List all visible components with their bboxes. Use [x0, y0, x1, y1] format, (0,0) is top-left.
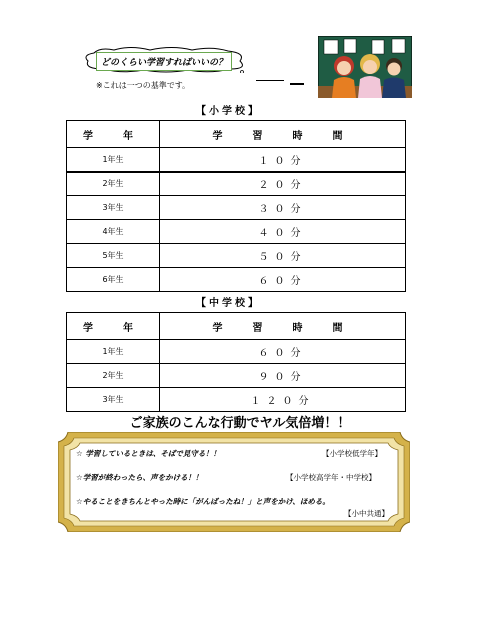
grade-cell: 3年生 [67, 196, 160, 220]
time-cell: １０分 [160, 148, 406, 172]
students-illustration [318, 36, 412, 98]
elementary-heading: 【小学校】 [196, 106, 261, 117]
junior-heading: 【中学校】 [196, 298, 261, 309]
divider [290, 83, 304, 85]
bubble-question: どのくらい学習すればいいの？ [96, 52, 232, 71]
table-row [67, 364, 406, 388]
tip-text: ☆学習が終わったら、声をかける！！ [76, 473, 203, 482]
time-cell: ６０分 [160, 268, 406, 292]
table-header-row [67, 121, 406, 148]
grade-cell: 1年生 [67, 148, 160, 172]
time-cell: １２０分 [160, 388, 406, 412]
table-row [67, 340, 406, 364]
time-cell: ２０分 [160, 172, 406, 196]
grade-column-header: 学 年 [67, 313, 160, 340]
grade-cell: 2年生 [67, 364, 160, 388]
tip-tag: 【小学校低学年】 [322, 449, 382, 458]
tip-text: ☆ 学習しているときは、そばで見守る！！ [76, 449, 221, 458]
table-header-row [67, 313, 406, 340]
grade-cell: 2年生 [67, 172, 160, 196]
table-row [67, 196, 406, 220]
table-row [67, 244, 406, 268]
grade-cell: 1年生 [67, 340, 160, 364]
grade-column-header: 学 年 [67, 121, 160, 148]
table-row [67, 172, 406, 196]
time-cell: ９０分 [160, 364, 406, 388]
elementary-table [66, 120, 406, 292]
grade-cell: 3年生 [67, 388, 160, 412]
time-cell: ５０分 [160, 244, 406, 268]
table-row [67, 388, 406, 412]
time-column-header: 学 習 時 間 [160, 121, 406, 148]
time-cell: ３０分 [160, 196, 406, 220]
tip-text: ☆やることをきちんとやった時に「がんばったね！」と声をかけ、ほめる。 [76, 497, 330, 506]
grade-cell: 6年生 [67, 268, 160, 292]
time-cell: ６０分 [160, 340, 406, 364]
note-text: ※これは一つの基準です。 [96, 81, 191, 90]
table-row [67, 220, 406, 244]
table-row [67, 148, 406, 172]
grade-cell: 4年生 [67, 220, 160, 244]
grade-cell: 5年生 [67, 244, 160, 268]
junior-table [66, 312, 406, 412]
tip-tag: 【小中共通】 [344, 509, 389, 518]
divider [256, 80, 284, 81]
time-cell: ４０分 [160, 220, 406, 244]
time-column-header: 学 習 時 間 [160, 313, 406, 340]
table-row [67, 268, 406, 292]
tip-tag: 【小学校高学年・中学校】 [286, 473, 376, 482]
motivation-headline: ご家族のこんな行動でヤル気倍増！！ [129, 416, 351, 431]
